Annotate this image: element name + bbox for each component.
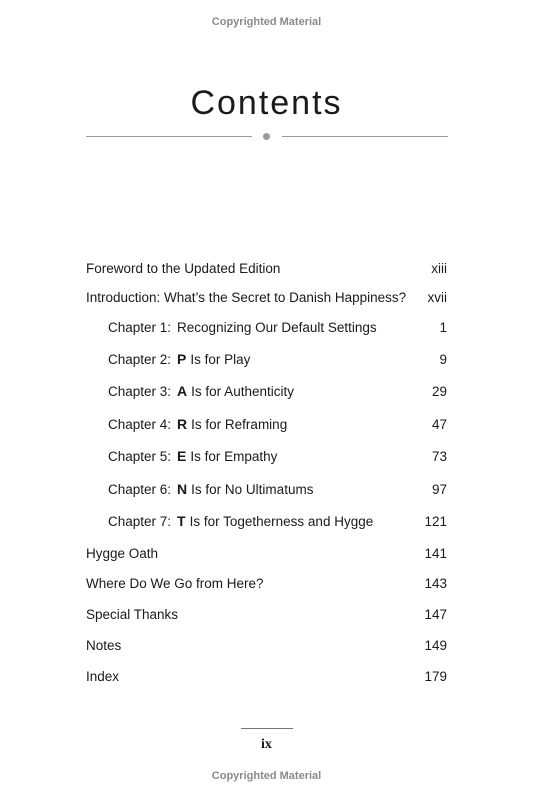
toc-entry-label: Where Do We Go from Here? <box>86 575 264 591</box>
toc-entry-page: 47 <box>431 416 447 432</box>
folio-rule <box>241 728 293 729</box>
toc-entry-page: 1 <box>439 319 447 335</box>
copyright-watermark-top: Copyrighted Material <box>211 16 322 28</box>
toc-entry-where-do-we-go[interactable] <box>86 573 447 593</box>
toc-entry-page: 97 <box>431 481 447 497</box>
toc-entry-page: 121 <box>424 513 447 529</box>
toc-entry-label: Recognizing Our Default Settings <box>177 319 377 335</box>
toc-entry-label: Index <box>86 668 120 684</box>
parent-letter: N <box>177 481 188 497</box>
toc-entry-introduction[interactable] <box>86 287 447 307</box>
parent-letter: E <box>177 448 187 464</box>
toc-entry-page: xvii <box>427 289 447 305</box>
toc-entry-label: Hygge Oath <box>86 545 159 561</box>
toc-entry-page: 29 <box>431 383 447 399</box>
toc-entry-label: Is for Togetherness and Hygge <box>189 514 374 529</box>
chapter-number: Chapter 3: <box>108 384 172 399</box>
toc-entry-chapter-4[interactable] <box>108 414 447 434</box>
toc-entry-chapter-3[interactable] <box>108 381 447 401</box>
chapter-number: Chapter 1: <box>108 319 172 335</box>
toc-entry-label: Is for Reframing <box>191 417 288 432</box>
chapter-number: Chapter 2: <box>108 352 172 367</box>
chapter-number: Chapter 6: <box>108 482 172 497</box>
toc-entry-page: 141 <box>424 545 447 561</box>
toc-entry-label: Foreword to the Updated Edition <box>86 260 281 276</box>
toc-entry-foreword[interactable] <box>86 258 447 278</box>
chapter-number: Chapter 7: <box>108 514 172 529</box>
title-ornament-dot <box>263 133 270 140</box>
title-rule-right <box>282 136 448 137</box>
toc-entry-label: Is for No Ultimatums <box>191 482 314 497</box>
chapter-number: Chapter 5: <box>108 449 172 464</box>
copyright-watermark-bottom: Copyrighted Material <box>211 770 322 782</box>
page-number: ix <box>261 737 272 752</box>
toc-entry-label: Is for Empathy <box>190 449 278 464</box>
toc-entry-notes[interactable] <box>86 635 447 655</box>
toc-entry-label: Is for Authenticity <box>191 384 294 399</box>
toc-entry-page: xiii <box>431 260 447 276</box>
parent-letter: R <box>177 416 188 432</box>
toc-entry-page: 149 <box>424 637 447 653</box>
toc-entry-hygge-oath[interactable] <box>86 543 447 563</box>
toc-entry-label: Notes <box>86 637 122 653</box>
toc-entry-page: 73 <box>431 448 447 464</box>
toc-entry-chapter-2[interactable] <box>108 349 447 369</box>
toc-entry-label: Is for Play <box>190 352 251 367</box>
parent-letter: A <box>177 383 188 399</box>
chapter-number: Chapter 4: <box>108 417 172 432</box>
toc-entry-label: Introduction: What’s the Secret to Danish Happiness? <box>86 289 407 305</box>
parent-letter: P <box>177 351 187 367</box>
title-rule-left <box>86 136 252 137</box>
toc-entry-page: 9 <box>439 351 447 367</box>
toc-entry-chapter-7[interactable] <box>108 511 447 531</box>
toc-entry-chapter-1[interactable] <box>108 317 447 337</box>
page-title: Contents <box>190 84 343 122</box>
toc-entry-page: 147 <box>424 606 447 622</box>
toc-entry-page: 179 <box>424 668 447 684</box>
toc-entry-special-thanks[interactable] <box>86 604 447 624</box>
toc-entry-chapter-6[interactable] <box>108 479 447 499</box>
toc-entry-page: 143 <box>424 575 447 591</box>
toc-entry-index[interactable] <box>86 666 447 686</box>
toc-entry-label: Special Thanks <box>86 606 179 622</box>
toc-entry-chapter-5[interactable] <box>108 446 447 466</box>
parent-letter: T <box>177 513 186 529</box>
